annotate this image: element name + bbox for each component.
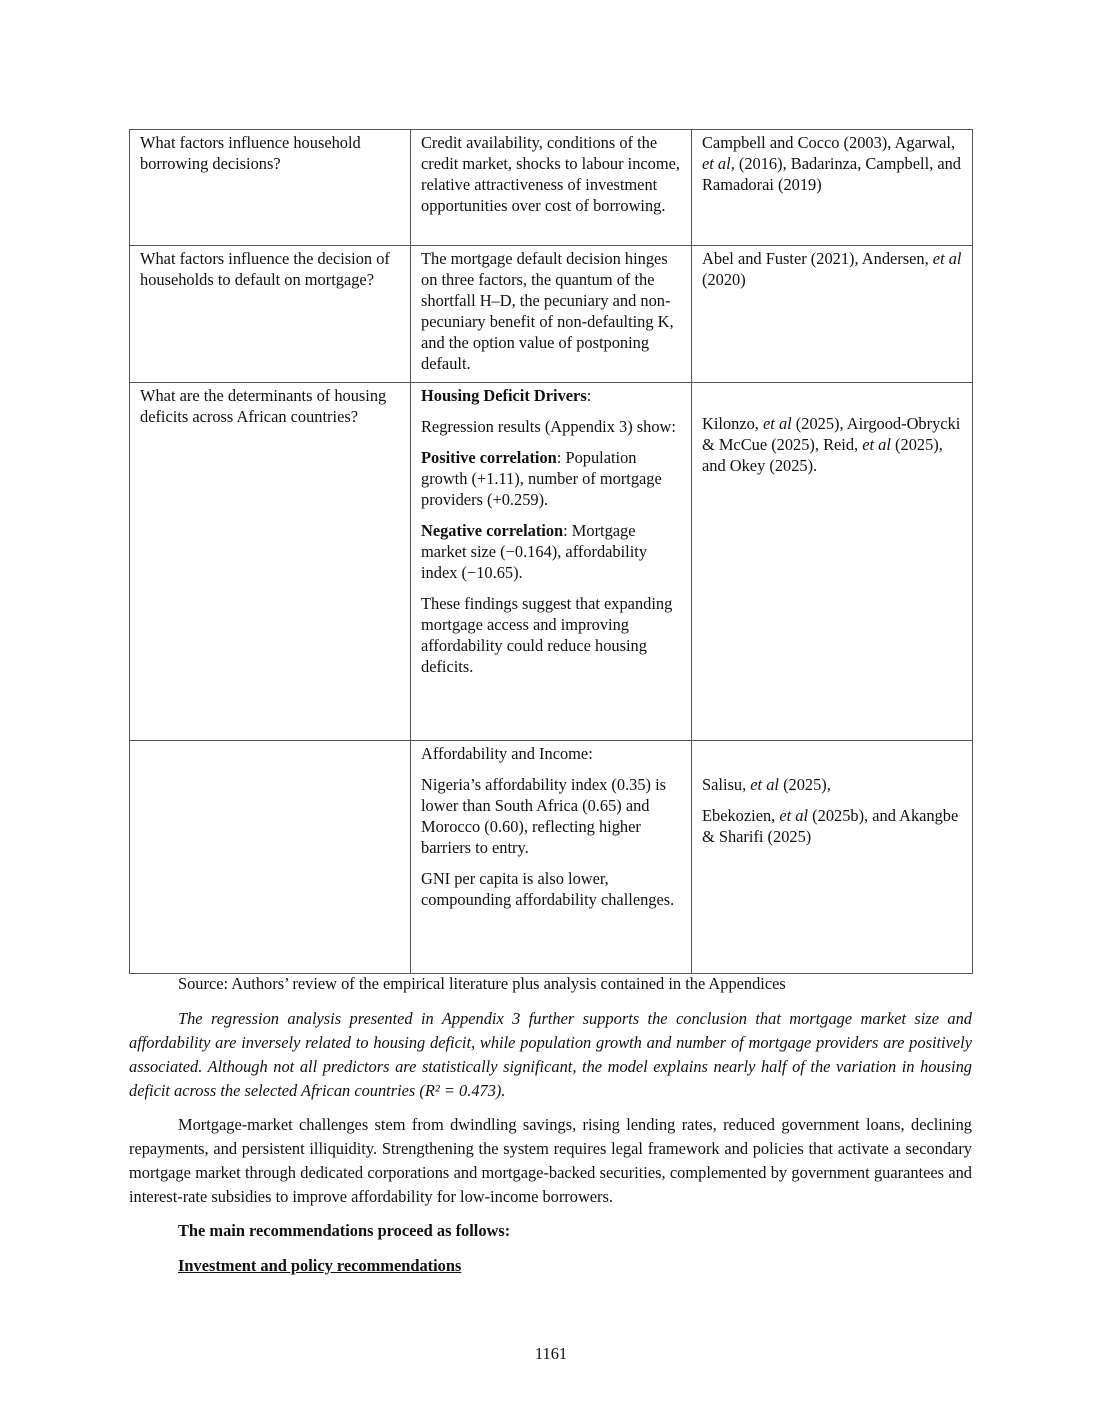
table-row (130, 246, 973, 383)
finding-heading: Housing Deficit Drivers: (421, 386, 592, 405)
reference-cell (692, 130, 973, 246)
mortgage-challenges-paragraph: Mortgage-market challenges stem from dwindling savings, rising lending rates, reduced government loans, declining repayments, and persistent illiquidity. Strengthening the system requires legal framework and policies that activate a secondary mortgage market through dedicated corporations and mortgage-backed securities, complemented by government guarantees and interest-rate subsidies to improve affordability for low-income borrowers. (129, 1115, 972, 1206)
et-al: et al (702, 154, 731, 173)
finding-paragraph: GNI per capita is also lower, compounding affordability challenges. (421, 869, 675, 909)
finding-paragraph: Regression results (Appendix 3) show: (421, 417, 676, 436)
table-row (130, 383, 973, 741)
et-al: et al (750, 775, 779, 794)
page-number: 1161 (534, 1344, 568, 1363)
question-cell (130, 383, 411, 741)
question-cell (130, 246, 411, 383)
reference-text: , (2016), Badarinza, Campbell, and Ramadorai (2019) (702, 154, 961, 194)
finding-paragraph: Negative correlation: Mortgage market size (−0.164), affordability index (−10.65). (421, 521, 648, 582)
finding-text: The mortgage default decision hinges on three factors, the quantum of the shortfall H–D, the pecuniary and non-pecuniary benefit of non-defaulting K, and the option value of postponing default. (421, 249, 674, 373)
positive-label: Positive correlation (421, 448, 557, 467)
literature-table (129, 129, 973, 974)
finding-cell (411, 741, 692, 974)
reference-text: (2020) (702, 270, 746, 289)
reference-paragraph: Ebekozien, et al (2025b), and Akangbe & Sharifi (2025) (702, 806, 959, 846)
finding-cell (411, 246, 692, 383)
question-cell (130, 741, 411, 974)
finding-cell (411, 130, 692, 246)
finding-cell (411, 383, 692, 741)
finding-text: Credit availability, conditions of the credit market, shocks to labour income, relative attractiveness of investment opportunities over cost of borrowing. (421, 133, 680, 215)
reference-text: (2025), and Okey (2025). (702, 435, 943, 475)
finding-heading: Affordability and Income: (421, 744, 593, 763)
reference-cell (692, 383, 973, 741)
regression-paragraph: The regression analysis presented in Appendix 3 further supports the conclusion that mortgage market size and affordability are inversely related to housing deficit, while population growth and number of mortgage providers are positively associated. Although not all predictors are statistically significant, the model explains nearly half of the variation in housing deficit across the selected African countries (R² = 0.473). (129, 1009, 972, 1100)
question-cell (130, 130, 411, 246)
table-row (130, 130, 973, 246)
et-al: et al (932, 249, 962, 268)
et-al: et al (862, 435, 891, 454)
reference-text: (2025), Airgood-Obrycki & McCue (2025), Reid, (702, 414, 961, 454)
reference-text: Abel and Fuster (2021), Andersen, (702, 249, 933, 268)
question-text: What are the determinants of housing deficits across African countries? (140, 386, 387, 426)
negative-label: Negative correlation (421, 521, 564, 540)
finding-paragraph: Positive correlation: Population growth (+1.11), number of mortgage providers (+0.259). (421, 448, 662, 509)
question-text: What factors influence household borrowing decisions? (140, 133, 361, 173)
reference-cell (692, 741, 973, 974)
main-recommendations-heading: The main recommendations proceed as follows: (178, 1221, 511, 1240)
finding-paragraph: Nigeria’s affordability index (0.35) is lower than South Africa (0.65) and Morocco (0.60), reflecting higher barriers to entry. (421, 775, 667, 857)
reference-cell (692, 246, 973, 383)
et-al: et al (763, 414, 792, 433)
reference-text: Campbell and Cocco (2003), Agarwal, (702, 133, 956, 152)
investment-policy-heading: Investment and policy recommendations (178, 1256, 462, 1275)
et-al: et al (779, 806, 809, 825)
reference-paragraph: Salisu, et al (2025), (702, 775, 831, 794)
table-source-note: Source: Authors’ review of the empirical literature plus analysis contained in the Appendices (178, 974, 786, 993)
table-row (130, 741, 973, 974)
question-text: What factors influence the decision of households to default on mortgage? (140, 249, 390, 289)
reference-text: Kilonzo, (702, 414, 764, 433)
finding-paragraph: These findings suggest that expanding mortgage access and improving affordability could reduce housing deficits. (421, 594, 673, 676)
